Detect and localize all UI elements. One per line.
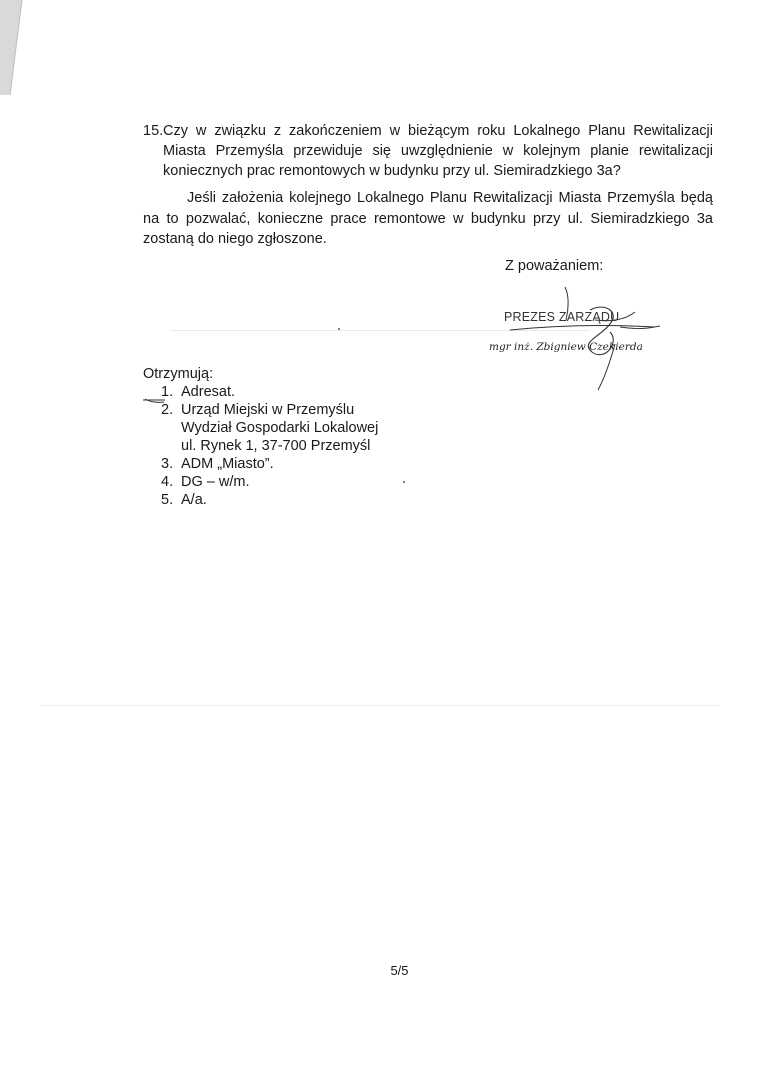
recipient-item [143,455,378,473]
recipient-number: 4. [161,474,174,490]
recipient-number: 2. [161,402,174,418]
recipient-line: ul. Rynek 1, 37-700 Przemyśl [181,438,371,454]
recipient-line: DG – w/m. [181,474,250,490]
recipient-number: 5. [161,492,174,508]
recipient-item [143,491,378,509]
question-block [143,121,713,181]
recipient-line: Wydział Gospodarki Lokalowej [181,420,379,436]
scan-corner-mark [0,0,60,100]
recipient-line: ADM „Miasto”. [181,456,274,472]
faint-scan-line [40,705,720,706]
recipient-item [143,473,378,491]
signature-stamp [470,282,660,392]
question-text: Czy w związku z zakończeniem w bieżącym roku Lokalnego Planu Rewitalizacji Miasta Przemyśla przewiduje się uwzględnienie w kolejnym planie rewitalizacji koniecznych prac remontowych w budynku przy ul. Siemiradzkiego 3a? [163,123,713,179]
recipient-line: Adresat. [181,384,235,400]
closing-salutation: Z poważaniem: [505,258,604,274]
signature-name: mgr inż. Zbigniew Czekierda [489,341,643,353]
page-number: 5/5 [390,963,409,978]
answer-paragraph: Jeśli założenia kolejnego Lokalnego Planu Rewitalizacji Miasta Przemyśla będą na to pozwalać, konieczne prace remontowe w budynku przy ul. Siemiradzkiego 3a zostaną do niego zgłoszone. [143,190,713,247]
recipients-heading: Otrzymują: [143,366,214,382]
recipient-number: 1. [161,384,174,400]
speck [338,328,340,330]
speck [403,481,405,483]
recipient-item [143,383,378,401]
recipient-number: 3. [161,456,174,472]
recipient-line: Urząd Miejski w Przemyślu [181,402,355,418]
recipient-line: A/a. [181,492,207,508]
signature-title: PREZES ZARZĄDU [504,310,620,324]
recipient-item [143,401,378,455]
recipients-block [143,365,378,509]
recipients-list [143,383,378,509]
handwritten-signature [470,282,660,392]
handwritten-underline [0,397,165,409]
question-number: 15. [143,123,164,139]
